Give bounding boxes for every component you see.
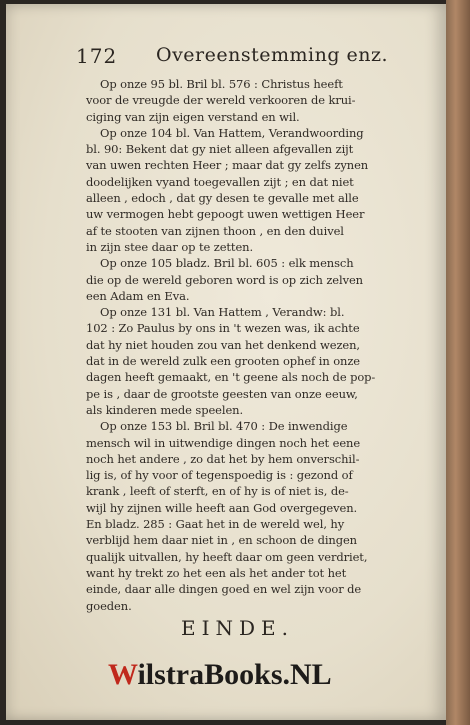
text-line: ciging van zijn eigen verstand en wil. <box>86 109 300 124</box>
running-title: Overeenstemming enz. <box>156 44 389 66</box>
watermark-initial: W <box>108 658 138 691</box>
text-line: mensch wil in uitwendige dingen noch het eene <box>86 435 361 450</box>
book-page <box>6 4 446 720</box>
text-line: af te stooten van zijnen thoon , en den duivel <box>86 223 344 238</box>
text-line: die op de wereld geboren word is op zich zelven <box>86 272 363 287</box>
text-line: noch het andere , zo dat het by hem onverschil- <box>86 451 360 466</box>
text-line: krank , leeft of sterft, en of hy is of niet is, de- <box>86 484 349 499</box>
watermark-logo <box>108 658 378 692</box>
text-line: dat hy niet houden zou van het denkend wezen, <box>86 337 360 352</box>
text-line: Op onze 104 bl. Van Hattem, Verandwoording <box>100 125 364 140</box>
text-line: Op onze 153 bl. Bril bl. 470 : De inwendige <box>100 419 348 434</box>
text-line: 102 : Zo Paulus by ons in 't wezen was, ik achte <box>86 321 360 336</box>
text-line: En bladz. 285 : Gaat het in de wereld wel, hy <box>86 517 345 532</box>
text-line: van uwen rechten Heer ; maar dat gy zelfs zynen <box>86 158 369 173</box>
text-line: een Adam en Eva. <box>86 288 190 303</box>
text-line: bl. 90: Bekent dat gy niet alleen afgevallen zijt <box>86 142 354 157</box>
text-line: dagen heeft gemaakt, en 't geene als noch de pop- <box>86 370 376 385</box>
text-line: goeden. <box>86 598 132 613</box>
book-spine-edge <box>446 0 470 725</box>
text-line: Op onze 131 bl. Van Hattem , Verandw: bl. <box>100 305 345 320</box>
page-number: 172 <box>76 44 118 68</box>
text-line: qualijk uitvallen, hy heeft daar om geen verdriet, <box>86 549 368 564</box>
end-word: EINDE. <box>181 616 294 640</box>
text-line: voor de vreugde der wereld verkooren de krui- <box>86 93 356 108</box>
text-line: alleen , edoch , dat gy desen te gevalle met alle <box>86 191 359 206</box>
text-line: Op onze 105 bladz. Bril bl. 605 : elk mensch <box>100 256 354 271</box>
text-line: Op onze 95 bl. Bril bl. 576 : Christus heeft <box>100 77 343 91</box>
text-line: dat in de wereld zulk een grooten ophef in onze <box>86 354 360 369</box>
text-line: want hy trekt zo het een als het ander tot het <box>86 565 347 580</box>
text-line: uw vermogen hebt gepoogt uwen wettigen Heer <box>86 207 365 222</box>
watermark-text: ilstraBooks.NL <box>137 658 332 691</box>
text-line: als kinderen mede speelen. <box>86 402 244 417</box>
text-line: einde, daar alle dingen goed en wel zijn voor de <box>86 582 362 597</box>
text-line: verblijd hem daar niet in , en schoon de dingen <box>86 533 357 548</box>
text-line: doodelijken vyand toegevallen zijt ; en dat niet <box>86 174 354 189</box>
page-header <box>76 44 406 68</box>
text-line: pe is , daar de grootste geesten van onze eeuw, <box>86 386 358 401</box>
text-line: wijl hy zijnen wille heeft aan God overgegeven. <box>86 500 358 515</box>
text-line: lig is, of hy voor of tegenspoedig is : gezond of <box>86 468 353 483</box>
text-line: in zijn stee daar op te zetten. <box>86 239 254 254</box>
body-text <box>86 76 406 614</box>
